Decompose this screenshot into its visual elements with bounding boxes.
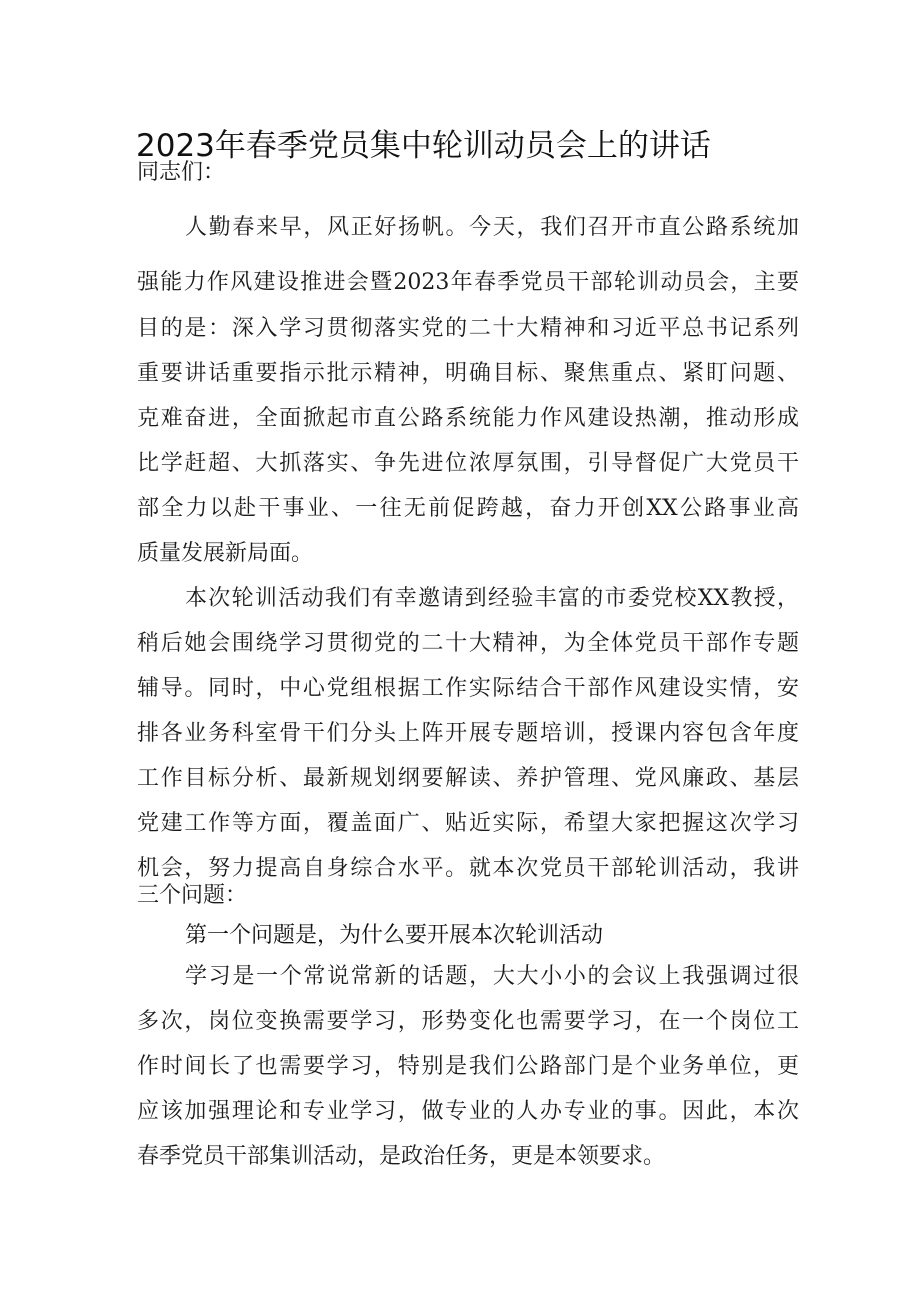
paragraph-line: 质量发展新局面。 [137,541,314,566]
paragraph-line: 作时间长了也需要学习，特别是我们公路部门是个业务单位，更 [137,1054,799,1079]
paragraph-line: 应该加强理论和专业学习，做专业的人办专业的事。因此，本次 [137,1099,799,1124]
paragraph-line: 克难奋进，全面掀起市直公路系统能力作风建设热潮，推动形成 [137,406,799,431]
salutation: 同志们： [137,160,226,185]
paragraph-line: 部全力以赴干事业、一往无前促跨越，奋力开创XX公路事业高 [137,496,799,521]
paragraph-line: 强能力作风建设推进会暨2023年春季党员干部轮训动员会，主要 [137,270,799,295]
paragraph-line: 辅导。同时，中心党组根据工作实际结合干部作风建设实情，安 [137,676,799,701]
paragraph-line: 比学赶超、大抓落实、争先进位浓厚氛围，引导督促广大党员干 [137,451,799,476]
section-heading: 第一个问题是，为什么要开展本次轮训活动 [185,923,604,948]
paragraph-line: 机会，努力提高自身综合水平。就本次党员干部轮训活动，我讲 [137,856,799,881]
paragraph-line: 稍后她会围绕学习贯彻党的二十大精神，为全体党员干部作专题 [137,631,799,656]
paragraph-line: 春季党员干部集训活动，是政治任务，更是本领要求。 [137,1144,666,1169]
paragraph-line: 重要讲话重要指示批示精神，明确目标、聚焦重点、紧盯问题、 [137,361,799,386]
paragraph-line: 三个问题： [137,883,248,908]
paragraph-line: 排各业务科室骨干们分头上阵开展专题培训，授课内容包含年度 [137,721,799,746]
paragraph-line: 目的是：深入学习贯彻落实党的二十大精神和习近平总书记系列 [137,316,799,341]
paragraph-line: 工作目标分析、最新规划纲要解读、养护管理、党风廉政、基层 [137,766,799,791]
paragraph-line: 学习是一个常说常新的话题，大大小小的会议上我强调过很 [185,964,799,989]
paragraph-line: 人勤春来早，风正好扬帆。今天，我们召开市直公路系统加 [185,215,799,240]
paragraph-line: 多次，岗位变换需要学习，形势变化也需要学习，在一个岗位工 [137,1009,799,1034]
paragraph-line: 本次轮训活动我们有幸邀请到经验丰富的市委党校XX教授， [185,586,799,611]
document-title: 2023年春季党员集中轮训动员会上的讲话 [136,128,711,164]
paragraph-line: 党建工作等方面，覆盖面广、贴近实际，希望大家把握这次学习 [137,811,799,836]
